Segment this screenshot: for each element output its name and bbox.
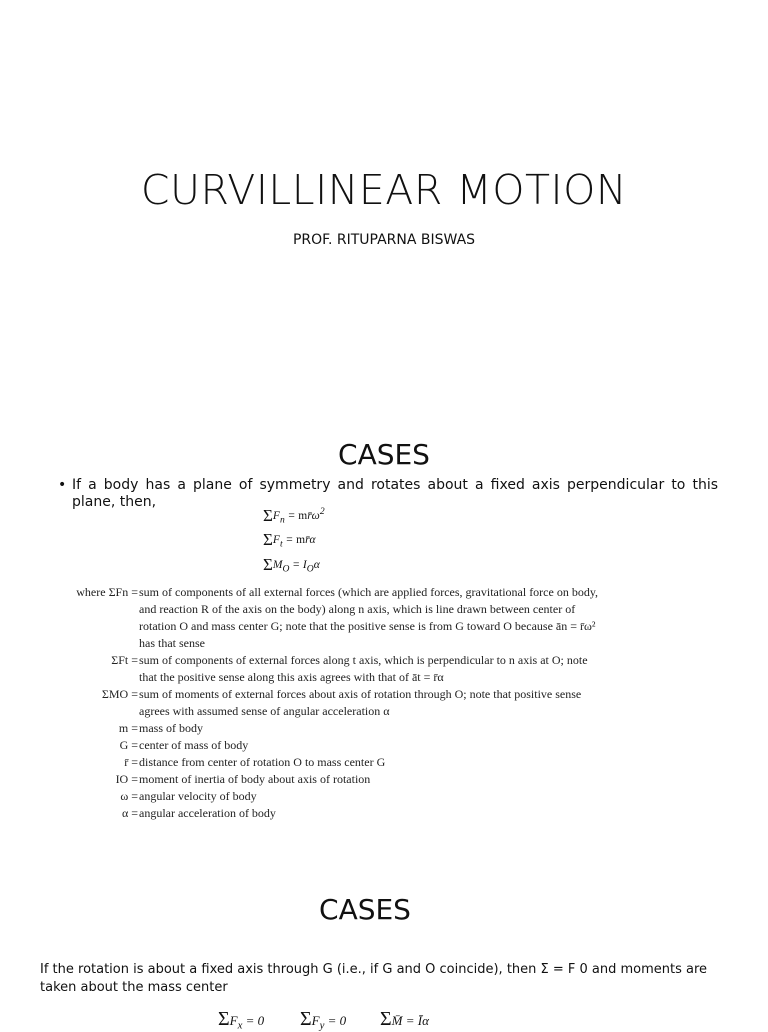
def-rhs-fn-3: rotation O and mass center G; note that the positive sense is from G toward O because ān = r̄ω² — [139, 619, 596, 633]
def-lhs-mo: ΣMO = — [101, 687, 138, 701]
def-lhs-ft: ΣFt = — [111, 653, 138, 667]
slide-title: CURVILLINEAR MOTION — [140, 166, 628, 214]
cases-heading-2: CASES — [319, 893, 411, 926]
def-rhs-ft-1: sum of components of external forces along t axis, which is perpendicular to n axis at O; note — [139, 653, 588, 667]
def-rhs-m: mass of body — [139, 721, 203, 735]
equation-sum-fx: $\Sigma F_x = 0$ — [218, 1008, 265, 1032]
def-lhs-omega: ω = — [120, 789, 138, 803]
bullet-text: If a body has a plane of symmetry and rotates about a fixed axis perpendicular to this plane, then, — [72, 477, 718, 510]
def-rhs-mo-2: agrees with assumed sense of angular acceleration α — [139, 704, 390, 718]
def-rhs-fn-4: has that sense — [139, 636, 205, 650]
def-rhs-alpha: angular acceleration of body — [139, 806, 276, 820]
equation-sum-fy: $\Sigma F_y = 0$ — [300, 1008, 347, 1032]
slide3-text: If the rotation is about a fixed axis through G (i.e., if G and O coincide), then Σ = F 0 and moments are taken about the mass center — [40, 962, 708, 995]
def-rhs-ft-2: that the positive sense along this axis agrees with that of āt = r̄α — [139, 670, 444, 684]
slide-subtitle: PROF. RITUPARNA BISWAS — [292, 232, 476, 248]
def-lhs-alpha: α = — [121, 806, 138, 820]
def-rhs-r: distance from center of rotation O to mass center G — [139, 755, 386, 769]
bullet-icon: • — [58, 477, 67, 493]
definitions-block — [0, 584, 768, 824]
def-lhs-g: G = — [119, 738, 138, 752]
bullet-item — [58, 477, 718, 511]
cases-heading-1: CASES — [338, 438, 430, 471]
equation-ft: $\Sigma F_t$ = mr̄α — [263, 530, 316, 550]
def-lhs-r: r̄ = — [124, 755, 138, 769]
def-lhs-m: m = — [118, 721, 138, 735]
def-lhs-io: IO = — [115, 772, 138, 786]
def-rhs-mo-1: sum of moments of external forces about axis of rotation through O; note that positive sense — [139, 687, 582, 701]
def-lhs-fn: where ΣFn = — [76, 585, 138, 599]
def-rhs-io: moment of inertia of body about axis of rotation — [139, 772, 371, 786]
def-rhs-fn-2: and reaction R of the axis on the body) along n axis, which is line drawn between center of — [139, 602, 576, 616]
equation-fn: $\Sigma F_n$ = $mr̄\omega^2$ — [263, 506, 325, 526]
equation-mo: $\Sigma M_O = I_O\alpha$ — [263, 555, 320, 575]
def-rhs-fn-1: sum of components of all external forces (which are applied forces, gravitational force on body, — [139, 585, 599, 599]
equation-sum-m: ΣM̄ = Īα — [380, 1008, 429, 1030]
def-rhs-g: center of mass of body — [139, 738, 249, 752]
def-rhs-omega: angular velocity of body — [139, 789, 257, 803]
